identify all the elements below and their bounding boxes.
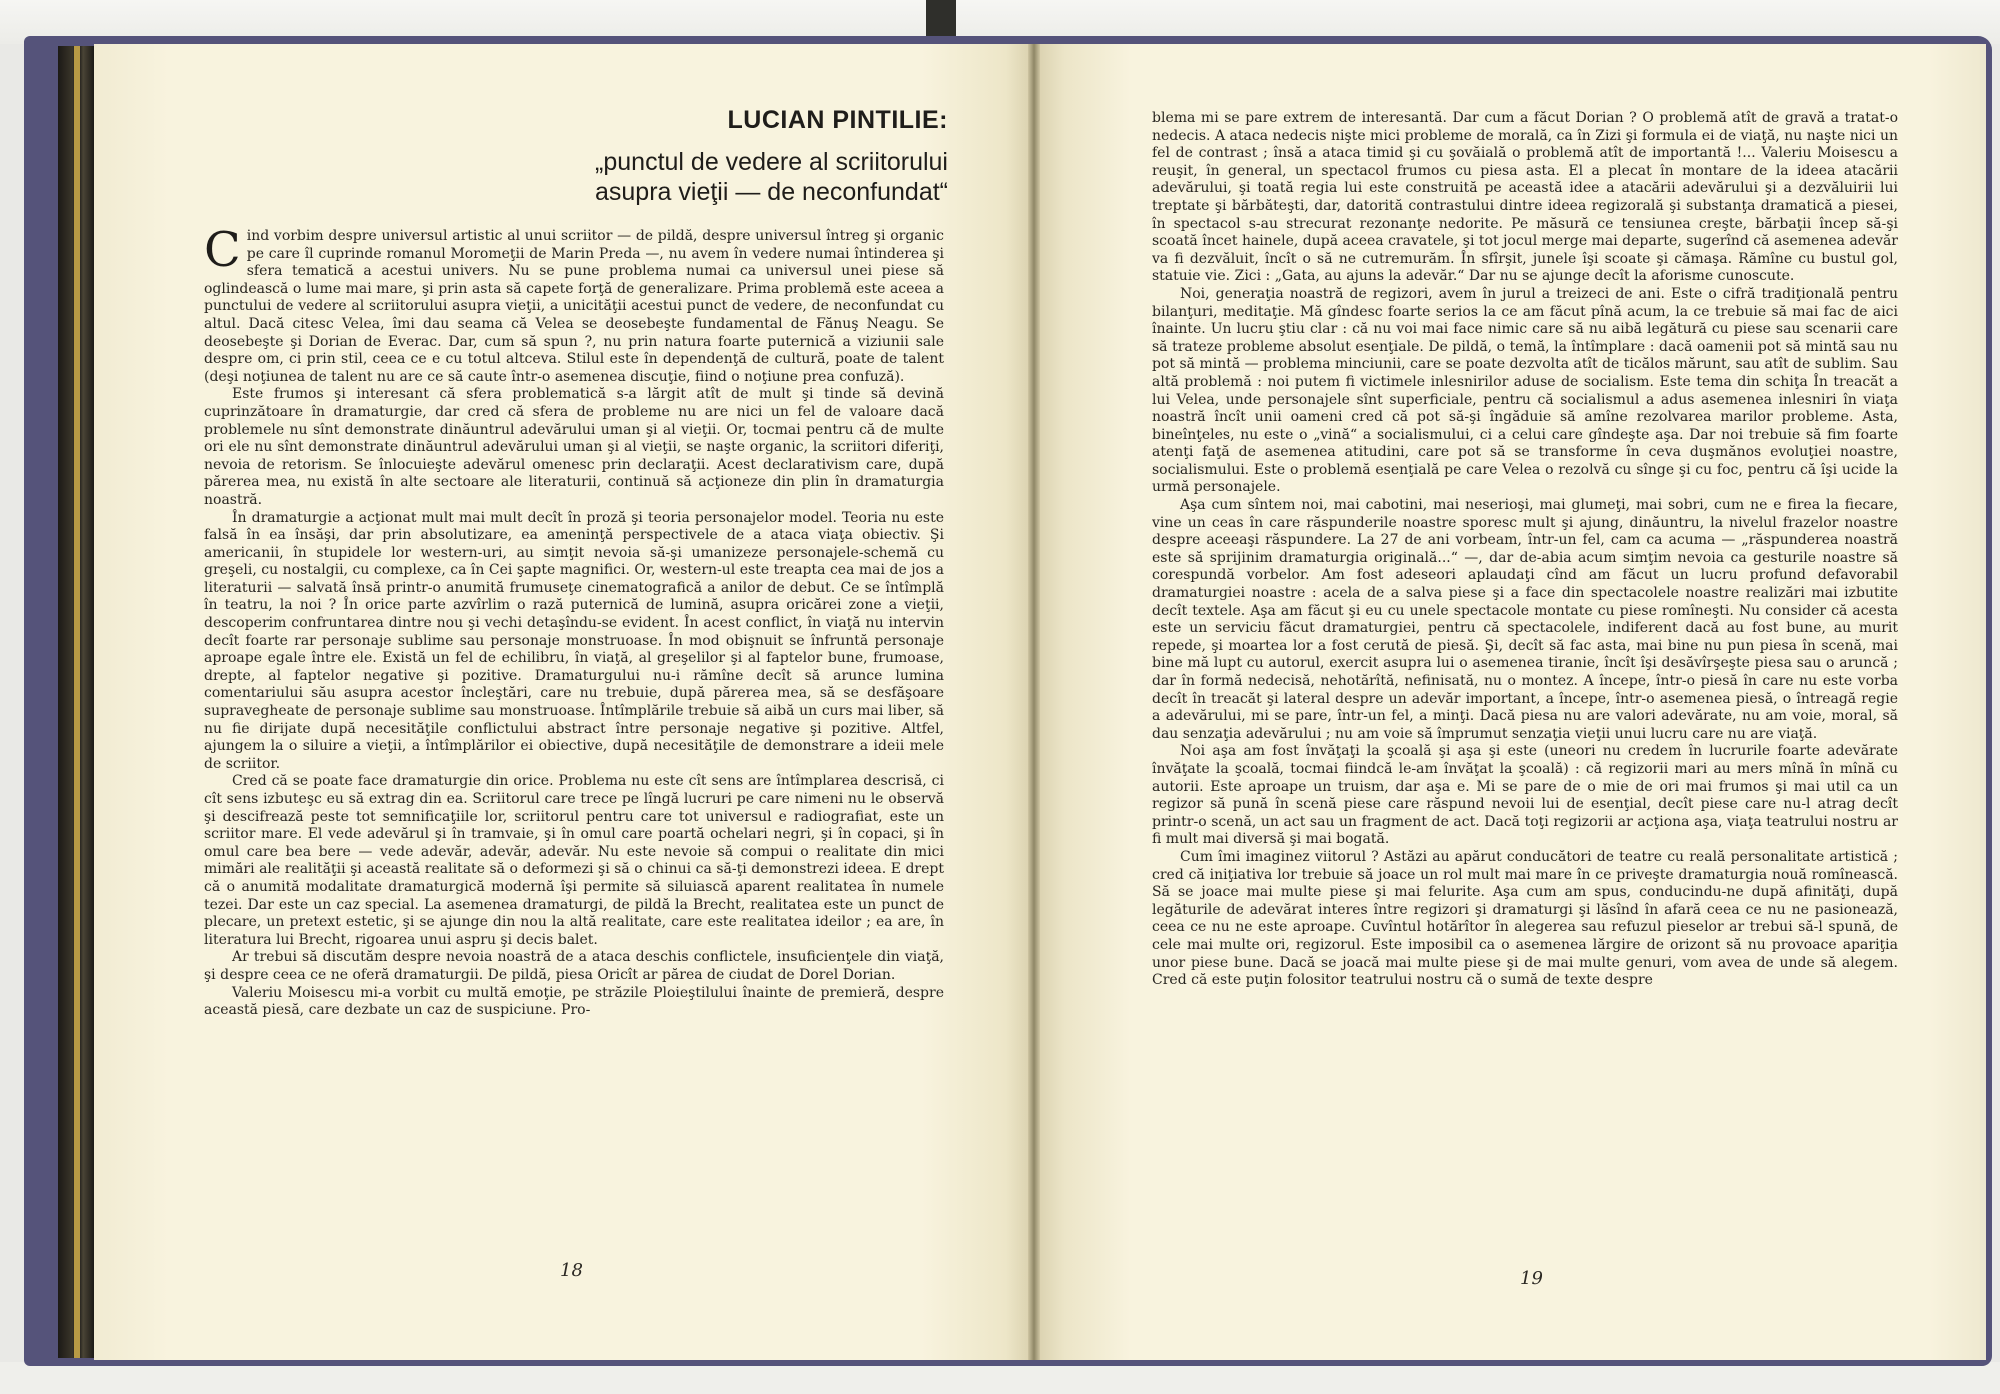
paragraph: Valeriu Moisescu mi-a vorbit cu multă emoţie, pe străzile Ploieştilului înainte de premieră, despre această piesă, care dezbate un caz de suspiciune. Pro- [204,984,944,1019]
paragraph [204,228,944,386]
binding-stripe [74,46,80,1358]
paragraph: În dramaturgie a acţionat mult mai mult decît în proză şi teoria personajelor model. Teoria nu este falsă în ea însăşi, dar prin absolutizare, ea ameninţă perspectivele de a ataca viaţa obiectiv. Şi americanii, în stupidele lor western-uri, au simţit nevoia să-şi umanizeze personajele-schemă cu greşeli, cu nostalgii, cu complexe, ca în Cei şapte magnifici. Or, western-ul este treapta cea mai de jos a literaturii — salvată însă printr-o anumită frumuseţe cinematografică a anilor de debut. Ce se întîmplă în teatru, la noi ? În orice parte azvîrlim o rază puternică de lumină, asupra oricărei zone a vieţii, descoperim confruntarea dintre nou şi vechi detaşîndu-se evident. În acest conflict, în viaţă nu intervin decît foarte rar personaje sublime sau personaje monstruoase. În mod obişnuit se înfruntă personaje aproape egale între ele. Există un fel de echilibru, în viaţă, al greşelilor şi al faptelor bune, frumoase, drepte, al faptelor negative şi pozitive. Dramaturgului nu-i rămîne decît să arunce lumina comentariului său asupra acestor încleştări, care nu trebuie, după părerea mea, să se desfăşoare supravegheate de personaje sublime sau monstruoase. Întîmplările trebuie să aibă un curs mai liber, să nu fie dirijate după necesităţile conflictului abstract între personaje negative şi pozitive. Altfel, ajungem la o siluire a vieţii, a întîmplărilor ei obiective, după necesităţile de demonstrare a ideii mele de scriitor. [204,509,944,772]
book-gutter [1028,44,1040,1360]
paragraph: Noi aşa am fost învăţaţi la şcoală şi aşa şi este (uneori nu credem în lucrurile foarte adevărate învăţate la şcoală, tocmai fiindcă le-am învăţat la şcoală) : că regizorii mari au mers mînă în mînă cu autorii. Este aproape un truism, dar aşa e. Mi se pare de o mie de ori mai frumos şi mai util ca un regizor să pună în scenă piese care răspund nevoii lui de esenţial, decît piese care nu-l atrag decît printr-o scenă, un act sau un fragment de act. Dacă toţi regizorii ar acţiona aşa, viaţa teatrului nostru ar fi mult mai diversă şi mai bogată. [1152,743,1898,848]
left-page-column [204,228,944,1226]
paragraph: Este frumos şi interesant că sfera problematică s-a lărgit atît de mult şi tinde să devină cuprinzătoare în dramaturgie, dar cred că sfera de probleme nu are nici un fel de valoare dacă problemele nu sînt demonstrate dinăuntrul adevărului uman şi al vieţii. Or, tocmai pentru că de multe ori ele nu sînt demonstrate dinăuntrul adevărului uman şi al vieţii, se naşte organic, la scriitori diferiţi, nevoia de retorism. Se înlocuieşte adevărul omenesc prin declaraţii. Acest declarativism care, după părerea mea, nu există în alte sectoare ale literaturii, continuă să acţioneze din plin în dramaturgia noastră. [204,386,944,508]
page-number-right: 19 [1520,1268,1543,1289]
paragraph: Aşa cum sîntem noi, mai cabotini, mai neserioşi, mai glumeţi, mai sobri, cum ne e firea la fiecare, vine un ceas în care răspunderile noastre sporesc mult şi ajung, dinăuntru, la nivelul frazelor noastre despre aceeaşi răspundere. La 27 de ani vorbeam, într-un fel, cam ca acuma — „răspunderea noastră este să sprijinim dramaturgia originală...“ —, dar de-abia acum simţim nevoia ca gesturile noastre să corespundă vorbelor. Am fost adeseori aplaudaţi cînd am făcut un lucru profund defavorabil dramaturgiei noastre : acela de a salva piese şi a face din spectacolele noastre realizări mai izbutite decît textele. Aşa am făcut şi eu cu unele spectacole montate cu piese romîneşti. Nu consider că acesta este un serviciu făcut dramaturgiei, pentru că spectacolele, indiferent dacă au fost bune, au murit repede, şi moartea lor a fost cerută de piesă. Şi, decît să fac asta, mai bine nu pun piesa în scenă, mai bine mă lupt cu autorul, exercit asupra lui o asemenea tiranie, încît îşi desăvîrşeşte piesa sau o aruncă ; dar în formă nedecisă, nehotărîtă, nefinisată, nu o montez. A începe, într-o piesă în care nu este vorba decît în treacăt şi lateral despre un adevăr important, a începe, într-o asemenea piesă, o întreagă regie a adevărului, mi se pare, într-un fel, a minţi. Dacă piesa nu are valori adevărate, nu am voie, moral, să dau senzaţia adevărului ; nu am voie să împrumut senzaţia vieţii unui lucru care nu are viaţă. [1152,497,1898,742]
paragraph: Noi, generaţia noastră de regizori, avem în jurul a treizeci de ani. Este o cifră tradiţională pentru bilanţuri, meditaţie. Mă gîndesc foarte serios la ce am făcut pînă acum, la ce trebuie să mai fac de aici înainte. Un lucru ştiu clar : că nu voi mai face nimic care să nu aibă legătură cu piese sau scenarii care să trateze probleme absolut esenţiale. De pildă, o temă, la întîmplare : dacă oamenii pot să mintă sau nu pot să mintă — problema minciunii, care se poate dezvolta atît de ticălos mărunt, sau atît de sublim. Sau altă problemă : noi putem fi victimele inlesnirilor aduse de socialism. Este tema din schiţa În treacăt a lui Velea, unde personajele sînt superficiale, pentru că socialismul a adus asemenea inlesniri în viaţa noastră încît unii oameni cred că pot să-şi îngăduie să amîne rezolvarea marilor probleme. Asta, bineînţeles, nu este o „vină“ a socialismului, ci a celui care gîndeşte aşa. Dar noi trebuie să fim foarte atenţi faţă de asemenea atitudini, care pot să se transforme în ceva duşmănos evoluţiei noastre, socialismului. Este o problemă esenţială pe care Velea o rezolvă cu sînge şi cu foc, pentru că îşi ucide la urmă personajele. [1152,285,1898,496]
page-number-left: 18 [560,1260,583,1281]
paragraph: Ar trebui să discutăm despre nevoia noastră de a ataca deschis conflictele, insuficienţele din viaţă, şi despre ceea ce ne oferă dramaturgii. De pildă, piesa Oricît ar părea de ciudat de Dorel Dorian. [204,949,944,983]
article-header [420,106,948,207]
drop-cap: C [204,228,241,278]
paragraph-text: ind vorbim despre universul artistic al unui scriitor — de pildă, despre universul întreg şi organic pe care îl cuprinde romanul Moromeţii de Marin Preda —, nu avem în vedere numai întinderea şi sfera tematică a acestui univers. Nu se pune problema numai ca universul unei piese să oglindească o lume mai mare, şi prin asta să capete forţă de generalizare. Prima problemă este aceea a punctului de vedere al scriitorului asupra vieţii, a unicităţii acestui punct de vedere, de neconfundat cu altul. Dacă citesc Velea, îmi dau seama că Velea se deosebeşte fundamental de Fănuş Neagu. Se deosebeşte şi Dorian de Everac. Dar, cum să spun ?, nu prin natura foarte puternică a viziunii sale despre om, ci prin stil, ceea ce e cu totul altceva. Stilul este în dependenţă de cultură, poate de talent (deşi noţiunea de talent nu are ce să caute într-o asemenea discuţie, fiind o noţiune prea confuză). [204,228,944,385]
backdrop-bottom [0,1362,2000,1394]
article-title-line-2: asupra vieţii — de neconfundat“ [595,178,948,206]
paragraph: Cum îmi imaginez viitorul ? Astăzi au apărut conducători de teatre cu reală personalitate artistică ; cred că iniţiativa lor trebuie să joace un rol mult mai mare în ce priveşte dramaturgia nouă romînească. Să se joace mai multe piese şi mai felurite. Aşa cum am spus, conducindu-ne după afinităţi, după legăturile de adevărat interes între regizori şi dramaturgi şi lăsînd în afară ceea ce nu ne pasionează, ceea ce nu ne este aproape. Cuvîntul hotărîtor în alegerea sau refuzul pieselor ar trebui să-l spună, de cele mai multe ori, regizorul. Este imposibil ca o asemenea lărgire de orizont să nu provoace apariţia unor piese bune. Dacă se joacă mai multe piese şi de mai multe genuri, vom avea de unde să alegem. Cred că este puţin folositor teatrului nostru că o sumă de texte despre [1152,848,1898,989]
article-title [420,147,948,207]
paragraph: blema mi se pare extrem de interesantă. Dar cum a făcut Dorian ? O problemă atît de gravă a tratat-o nedecis. A ataca nedecis nişte mici probleme de morală, ca în Zizi şi formula ei de viaţă, nu naşte nici un fel de contrast ; însă a ataca timid şi cu şovăială o problemă atît de importantă !... Valeriu Moisescu a reuşit, în general, un spectacol frumos cu piesa asta. El a plecat în montare de la ideea atacării adevărului, şi toată regia lui este construită pe această idee a atacării adevărului şi a dezvăluirii lui treptate şi bărbăteşti, dar, datorită contrastului dintre ideea regizorală şi substanţa dramatică a piesei, în spectacol s-au strecurat rezonanţe nedorite. Pe măsură ce tensiunea creşte, bărbaţii încep să-şi scoată încet hainele, după aceea cravatele, şi tot jocul merge mai departe, sugerînd că asemenea adevăr va fi dezvăluit, încît o să ne cutremurăm. În sfîrşit, junele îşi scoate şi cămaşa. Rămîne cu bustul gol, statuie vie. Zici : „Gata, au ajuns la adevăr.“ Dar nu se ajunge decît la aforisme cunoscute. [1152,110,1898,285]
article-title-line-1: „punctul de vedere al scriitorului [595,148,948,176]
right-page-column [1152,110,1898,1234]
article-author: LUCIAN PINTILIE: [727,106,948,134]
paragraph: Cred că se poate face dramaturgie din orice. Problema nu este cît sens are întîmplarea descrisă, ci cît sens izbuteşc eu să extrag din ea. Scriitorul care trece pe lîngă lucruri pe care nimeni nu le observă şi descifrează peste tot semnificaţiile lor, scriitorul pentru care tot universul e radiografiat, este un scriitor mare. El vede adevărul şi în tramvaie, şi în omul care poartă ochelari negri, şi în copaci, şi în omul care bea bere — vede adevăr, adevăr, adevăr. Nu este nevoie să compui o realitate din mici mimări ale realităţii şi această realitate să o deformezi şi să o chinui ca să-ţi demonstrezi ideea. E drept că o anumită modalitate dramaturgică modernă îşi permite să siluiască aparent realitatea în numele tezei. Dar este un caz special. La asemenea dramaturgi, de pildă la Brecht, realitatea este un punct de plecare, un pretext estetic, şi se ajunge din nou la altă realitate, care este realitatea ideilor ; ea are, în literatura lui Brecht, rigoarea unui aspru şi decis balet. [204,773,944,948]
